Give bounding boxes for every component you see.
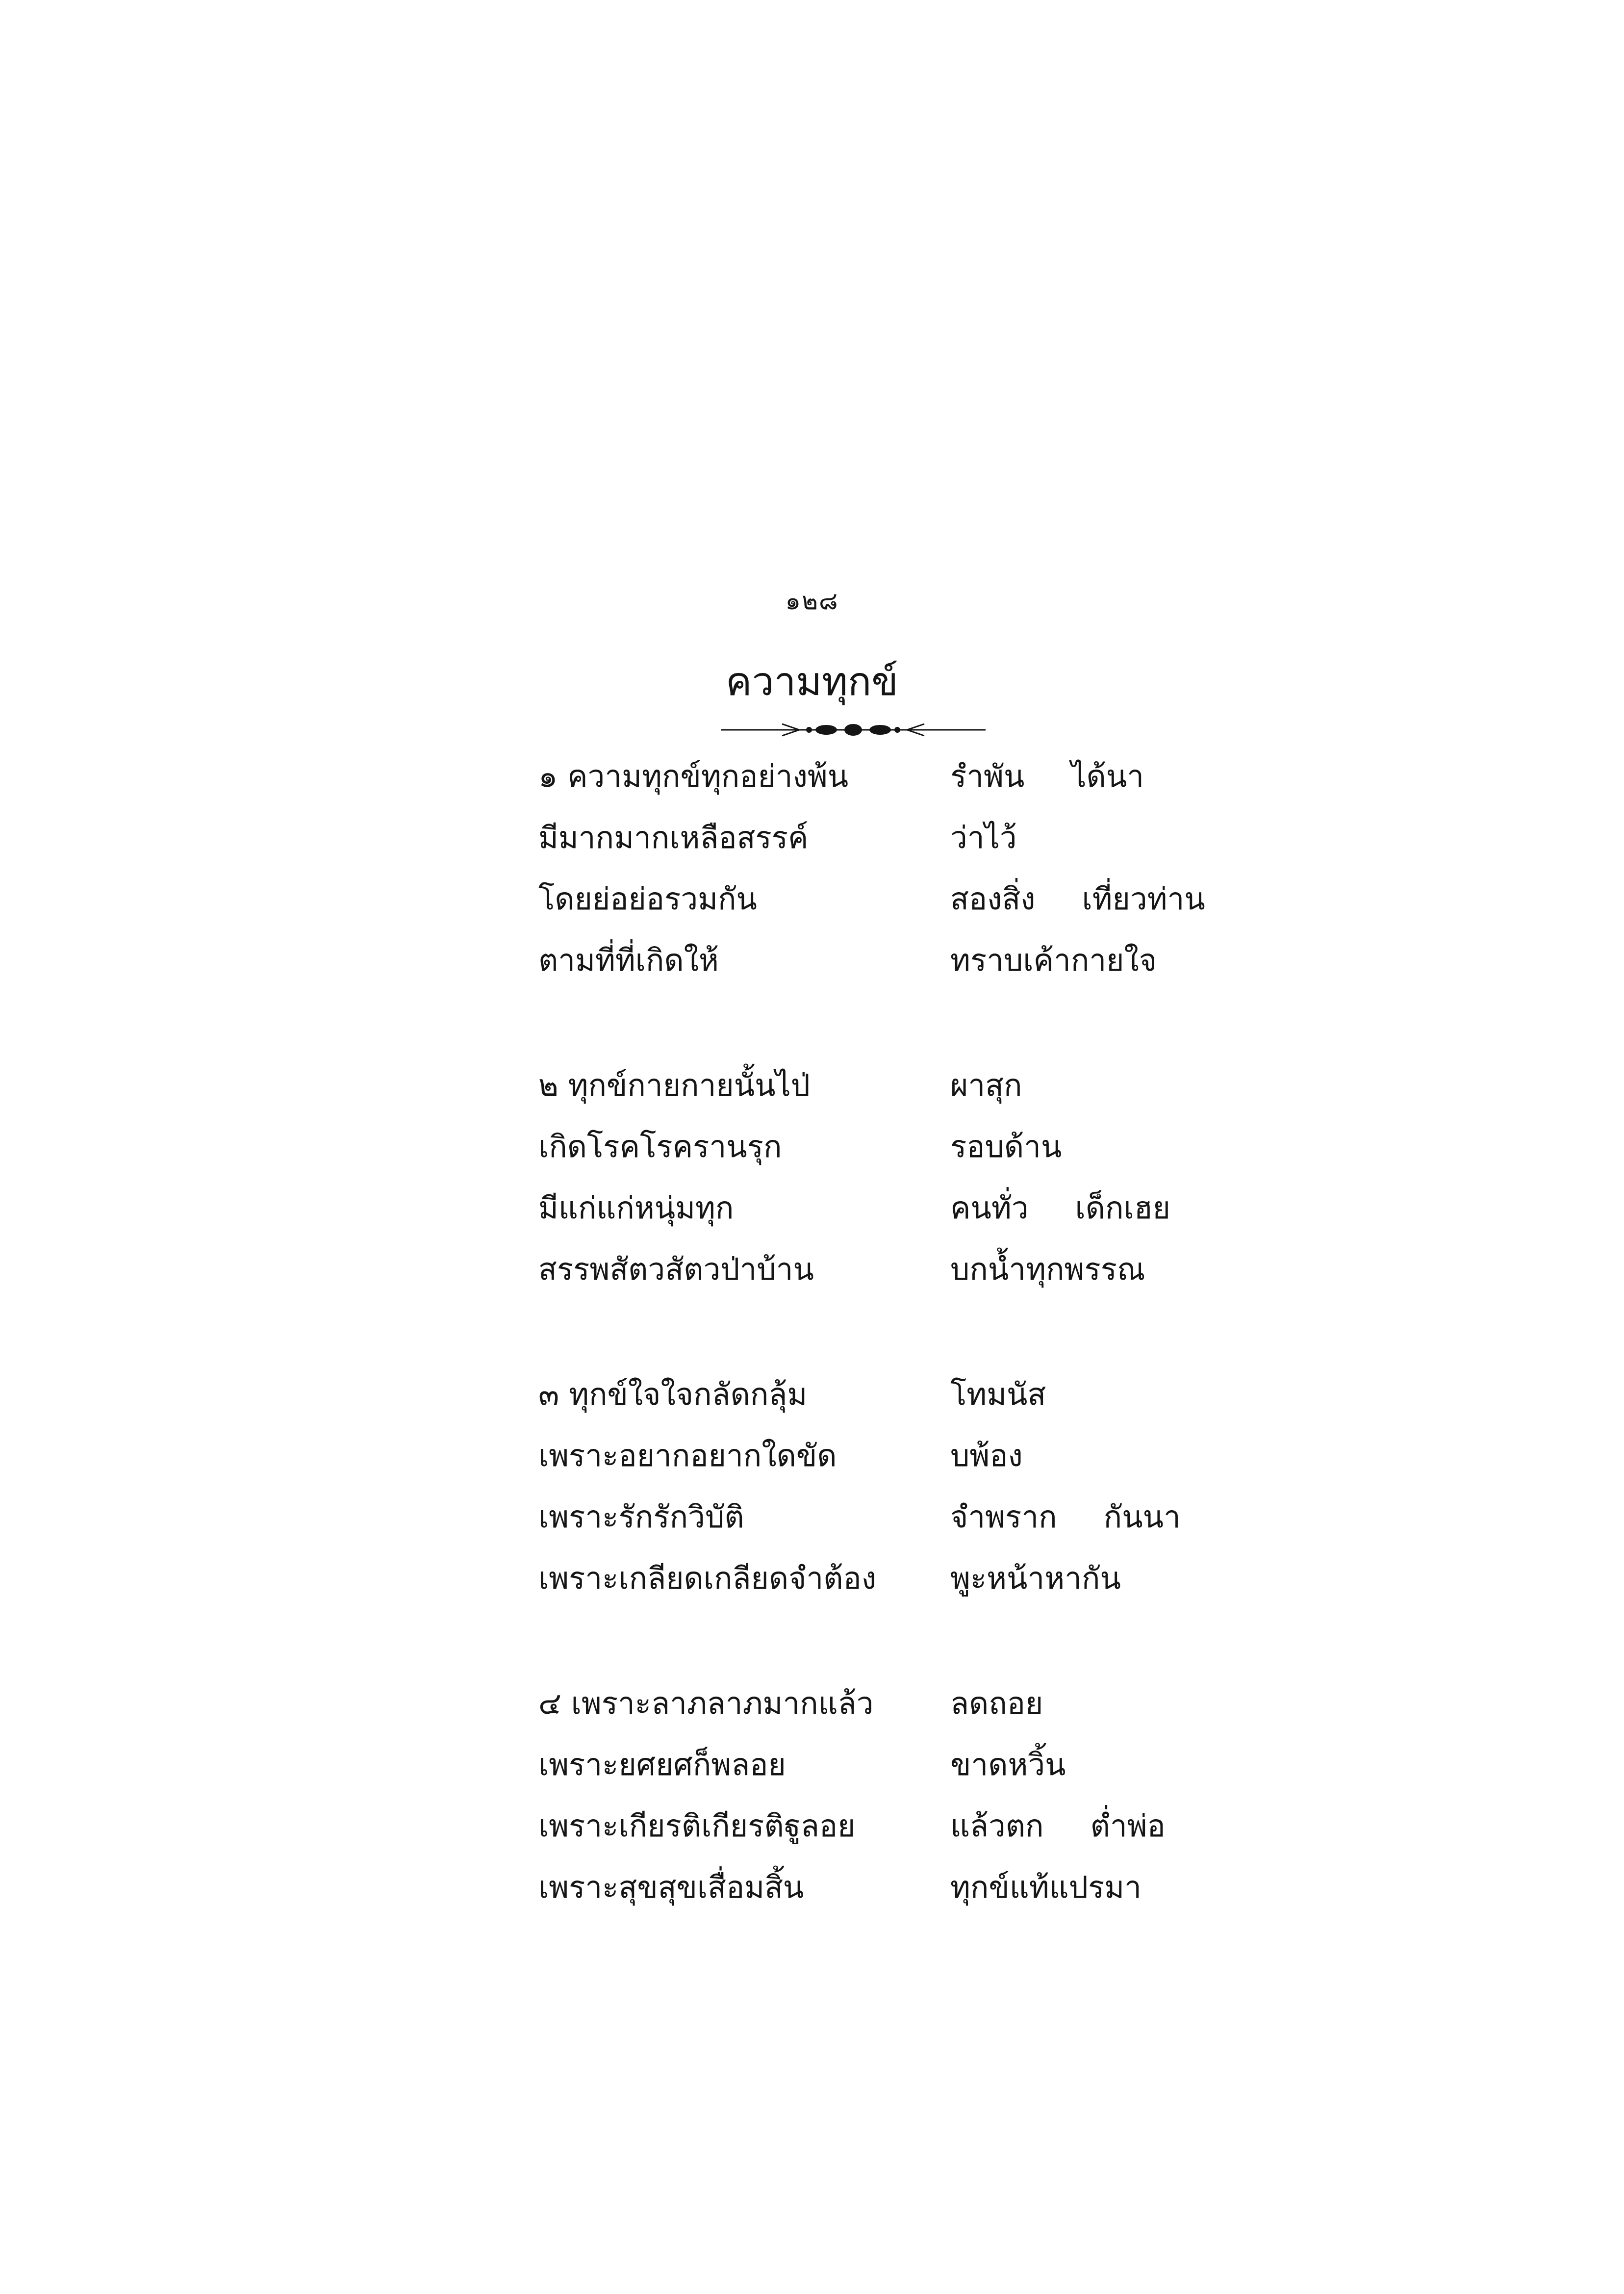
verse-second-half	[950, 1856, 1188, 1918]
verse-word: บกน้ำทุกพรรณ	[950, 1251, 1145, 1287]
verse-word: เที่ยวท่าน	[1082, 881, 1205, 917]
verse-first-half: ๔ เพราะลาภลาภมากแล้ว	[538, 1685, 874, 1721]
verse-first-half: ตามที่ที่เกิดให้	[538, 942, 719, 978]
verse-word: จำพราก	[950, 1499, 1057, 1535]
page-number: ๑๒๘	[785, 587, 839, 615]
verse-line	[538, 1795, 1274, 1856]
verse-first-half: เพราะอยากอยากใดขัด	[538, 1438, 837, 1473]
verse-word: กันนา	[1103, 1499, 1181, 1535]
verse-word: รอบด้าน	[950, 1129, 1062, 1164]
verse-word: ทราบเค้ากายใจ	[950, 942, 1157, 978]
verse-line	[538, 1364, 1274, 1425]
verse-line	[538, 1055, 1274, 1116]
verse-first-half: มีแก่แก่หนุ่มทุก	[538, 1190, 734, 1226]
verse-line	[538, 929, 1274, 991]
verse-word: ต่ำพ่อ	[1090, 1808, 1166, 1844]
verse-second-half	[950, 1364, 1092, 1425]
verse-line	[538, 1734, 1274, 1795]
verse-first-half: เพราะรักรักวิบัติ	[538, 1499, 744, 1535]
verse-second-half	[950, 1795, 1212, 1856]
verse-line	[538, 746, 1274, 807]
verse-line	[538, 1238, 1274, 1300]
verse-first-half: เพราะสุขสุขเสื่อมสิ้น	[538, 1869, 804, 1905]
verse-first-half: ๑ ความทุกข์ทุกอย่างพ้น	[538, 758, 849, 794]
verse-second-half	[950, 1734, 1113, 1795]
poem-title: ความทุกข์	[726, 659, 898, 704]
verse-line	[538, 1116, 1274, 1177]
verse-first-half: สรรพสัตวสัตวป่าบ้าน	[538, 1251, 814, 1287]
verse-first-half: ๓ ทุกข์ใจใจกลัดกลุ้ม	[538, 1376, 808, 1412]
verse-word: รำพัน	[950, 758, 1025, 794]
stanza-4	[538, 1673, 1274, 1918]
stanza-3	[538, 1364, 1274, 1609]
verse-line	[538, 1177, 1274, 1238]
verse-second-half	[950, 929, 1203, 991]
verse-second-half	[950, 1673, 1090, 1734]
verse-word: ขาดหวิ้น	[950, 1747, 1066, 1782]
verse-second-half	[950, 1116, 1108, 1177]
stanza-1	[538, 746, 1274, 991]
poem-body	[538, 746, 1274, 1982]
verse-word: ลดถอย	[950, 1685, 1043, 1721]
verse-first-half: โดยย่อย่อรวมกัน	[538, 881, 757, 917]
verse-line	[538, 868, 1274, 929]
verse-first-half: เพราะเกียรติเกียรติฐูลอย	[538, 1808, 856, 1844]
verse-second-half	[950, 807, 1064, 868]
verse-line	[538, 1486, 1274, 1547]
verse-word: พูะหน้าหากัน	[950, 1560, 1121, 1596]
verse-word: ผาสุก	[950, 1067, 1022, 1103]
verse-line	[538, 1547, 1274, 1609]
verse-word: เด็กเฮย	[1075, 1190, 1170, 1226]
verse-second-half	[950, 1547, 1167, 1609]
verse-word: บพ้อง	[950, 1438, 1023, 1473]
title-ornament	[721, 720, 986, 740]
verse-first-half: เพราะยศยศก็พลอย	[538, 1747, 786, 1782]
stanza-2	[538, 1055, 1274, 1300]
verse-first-half: เพราะเกลียดเกลียดจำต้อง	[538, 1560, 877, 1596]
verse-line	[538, 1856, 1274, 1918]
verse-line	[538, 1673, 1274, 1734]
verse-word: แล้วตก	[950, 1808, 1044, 1844]
verse-line	[538, 1425, 1274, 1486]
verse-first-half: เกิดโรคโรครานรุก	[538, 1129, 782, 1164]
verse-second-half	[950, 746, 1191, 807]
verse-first-half: มีมากมากเหลือสรรค์	[538, 820, 809, 855]
verse-second-half	[950, 1486, 1227, 1547]
verse-word: โทมนัส	[950, 1376, 1046, 1412]
verse-second-half	[950, 1425, 1069, 1486]
verse-word: ทุกข์แท้แปรมา	[950, 1869, 1142, 1905]
verse-word: ได้นา	[1071, 758, 1144, 794]
verse-first-half: ๒ ทุกข์กายกายนั้นไป่	[538, 1067, 811, 1103]
verse-line	[538, 807, 1274, 868]
verse-word: สองสิ่ง	[950, 881, 1036, 917]
verse-word: ว่าไว้	[950, 820, 1017, 855]
verse-second-half	[950, 1177, 1217, 1238]
verse-word: คนทั่ว	[950, 1190, 1029, 1226]
verse-second-half	[950, 868, 1252, 929]
verse-second-half	[950, 1055, 1069, 1116]
verse-second-half	[950, 1238, 1192, 1300]
